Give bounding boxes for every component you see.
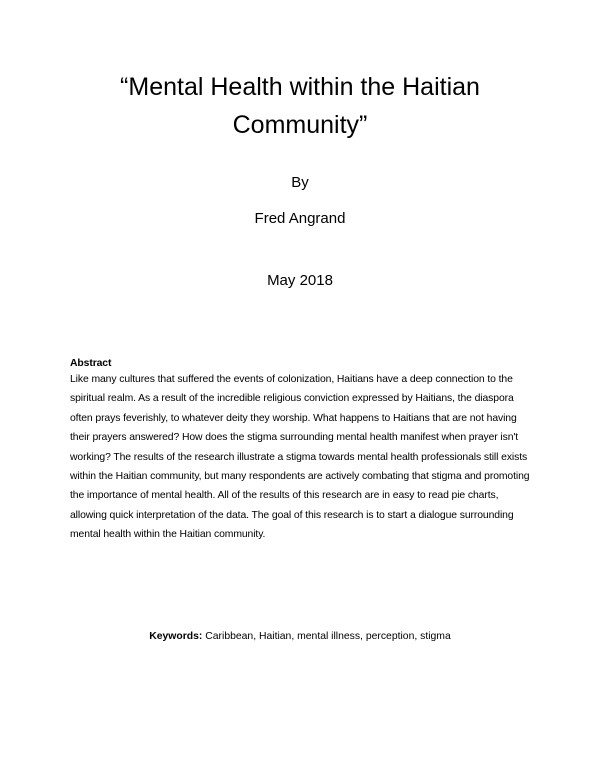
keywords-label: Keywords: [149,631,203,642]
author-name: Fred Angrand [254,210,346,227]
paper-title-line-1: “Mental Health within the Haitian [120,73,480,101]
byline-by: By [291,174,309,191]
publication-date: May 2018 [267,272,333,289]
paper-title-line-2: Community” [232,111,368,139]
abstract-section [70,357,532,545]
abstract-heading: Abstract [70,358,112,369]
abstract-body: Like many cultures that suffered the events of colonization, Haitians have a deep connection to the spiritual realm. As a result of the incredible religious conviction expressed by Haitians, the diaspora often prays feverishly, to whatever deity they worship. What happens to Haitians that are not having their prayers answered? How does the stigma surrounding mental health manifest when prayer isn't working? The results of the research illustrate a stigma towards mental health professionals still exists within the Haitian community, but many respondents are actively combating that stigma and promoting the importance of mental health. All of the results of this research are in easy to read pie charts, allowing quick interpretation of the data. The goal of this research is to start a dialogue surrounding mental health within the Haitian community. [70,374,530,541]
paper-title [0,68,600,144]
keywords-values: Caribbean, Haitian, mental illness, perception, stigma [205,631,451,642]
keywords-line [0,630,600,644]
